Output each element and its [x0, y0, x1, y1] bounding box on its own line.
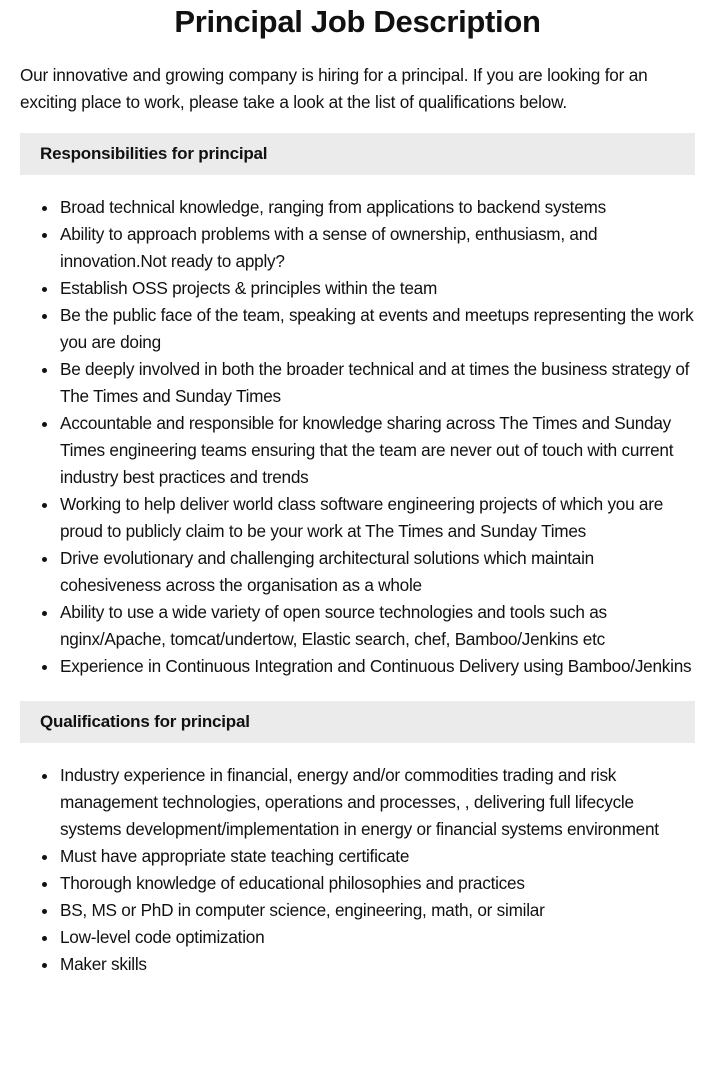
list-item-text: Be deeply involved in both the broader technical and at times the business strategy of The Times and Sunday Times [60, 359, 690, 406]
list-item-text: Industry experience in financial, energy and/or commodities trading and risk management technologies, operations and processes, , delivering full lifecycle systems development/implementation in energy or financial systems environment [60, 765, 659, 839]
bullet-icon [42, 557, 47, 562]
list-item-text: Broad technical knowledge, ranging from applications to backend systems [60, 197, 606, 217]
bullet-icon [42, 503, 47, 508]
bullet-icon [42, 855, 47, 860]
list-item [20, 924, 695, 951]
list-item [20, 302, 695, 356]
bullet-icon [42, 665, 47, 670]
bullet-icon [42, 909, 47, 914]
bullet-icon [42, 882, 47, 887]
list-item [20, 221, 695, 275]
list-item [20, 897, 695, 924]
list-item-text: Experience in Continuous Integration and Continuous Delivery using Bamboo/Jenkins [60, 656, 692, 676]
list-item-text: Accountable and responsible for knowledge sharing across The Times and Sunday Times engineering teams ensuring that the team are never out of touch with current industry best practices and trends [60, 413, 674, 487]
list-item [20, 653, 695, 680]
list-item [20, 843, 695, 870]
bullet-icon [42, 963, 47, 968]
list-item [20, 762, 695, 843]
list-item-text: Ability to approach problems with a sense of ownership, enthusiasm, and innovation.Not ready to apply? [60, 224, 598, 271]
list-item [20, 599, 695, 653]
list-item-text: Must have appropriate state teaching certificate [60, 846, 410, 866]
list-item-text: Be the public face of the team, speaking at events and meetups representing the work you are doing [60, 305, 694, 352]
bullet-icon [42, 206, 47, 211]
list-item-text: Low-level code optimization [60, 927, 265, 947]
bullet-icon [42, 314, 47, 319]
qualifications-list [20, 762, 695, 978]
responsibilities-heading: Responsibilities for principal [20, 133, 695, 175]
list-item-text: Thorough knowledge of educational philosophies and practices [60, 873, 525, 893]
intro-paragraph: Our innovative and growing company is hiring for a principal. If you are looking for an exciting place to work, please take a look at the list of qualifications below. [20, 65, 648, 112]
list-item [20, 545, 695, 599]
bullet-icon [42, 422, 47, 427]
list-item-text: Drive evolutionary and challenging architectural solutions which maintain cohesiveness across the organisation as a whole [60, 548, 594, 595]
list-item-text: Maker skills [60, 954, 147, 974]
list-item [20, 356, 695, 410]
list-item [20, 951, 695, 978]
bullet-icon [42, 368, 47, 373]
list-item-text: Ability to use a wide variety of open source technologies and tools such as nginx/Apache, tomcat/undertow, Elastic search, chef, Bamboo/Jenkins etc [60, 602, 607, 649]
qualifications-heading: Qualifications for principal [20, 701, 695, 743]
list-item-text: Establish OSS projects & principles within the team [60, 278, 438, 298]
list-item [20, 410, 695, 491]
list-item-text: Working to help deliver world class software engineering projects of which you are proud to publicly claim to be your work at The Times and Sunday Times [60, 494, 664, 541]
responsibilities-list [20, 194, 695, 680]
list-item [20, 491, 695, 545]
bullet-icon [42, 774, 47, 779]
list-item [20, 275, 695, 302]
page-title: Principal Job Description [174, 4, 541, 39]
bullet-icon [42, 936, 47, 941]
bullet-icon [42, 287, 47, 292]
list-item-text: BS, MS or PhD in computer science, engineering, math, or similar [60, 900, 545, 920]
list-item [20, 870, 695, 897]
list-item [20, 194, 695, 221]
bullet-icon [42, 611, 47, 616]
bullet-icon [42, 233, 47, 238]
